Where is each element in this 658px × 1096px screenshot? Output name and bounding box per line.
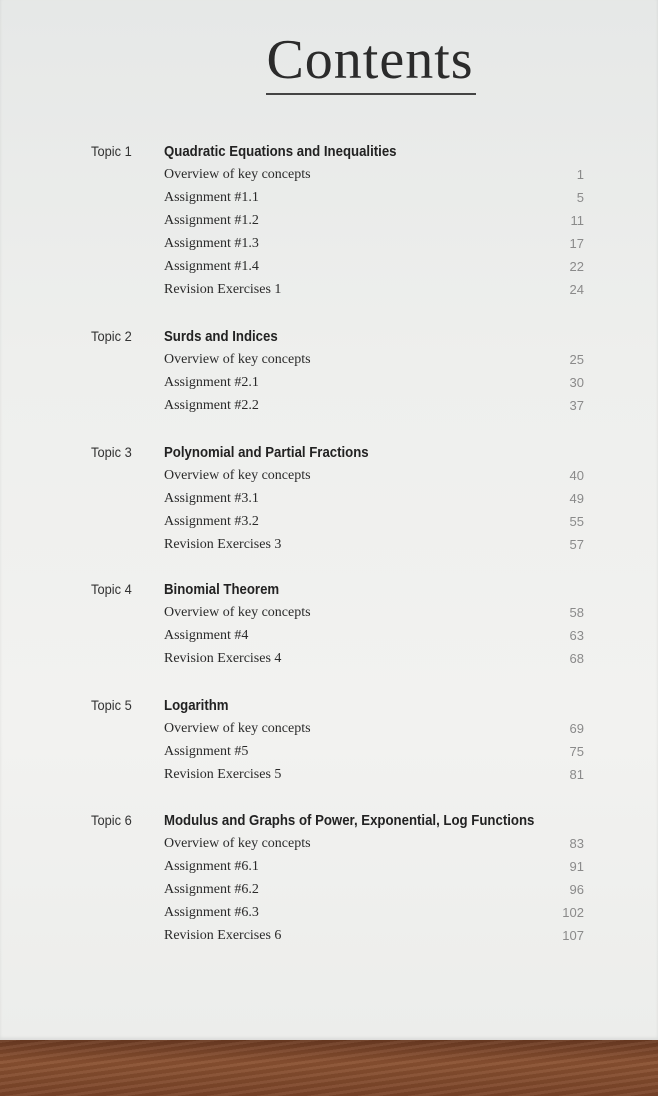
toc-entry [164,352,584,372]
entry-page-number: 57 [569,537,584,552]
entry-page-number: 83 [569,836,584,851]
entry-page-number: 68 [569,651,584,666]
entry-label: Overview of key concepts [164,468,311,483]
toc-entry [164,491,584,511]
page-title: Contents [266,29,474,91]
entry-label: Revision Exercises 3 [164,537,282,552]
entry-page-number: 69 [569,721,584,736]
entry-page-number: 75 [569,744,584,759]
topic-title: Binomial Theorem [164,581,280,598]
entry-label: Revision Exercises 6 [164,928,282,943]
toc-entry [164,928,584,948]
wooden-table-surface [0,1040,658,1096]
entry-label: Assignment #6.2 [164,882,259,897]
entry-page-number: 5 [576,190,584,205]
entry-label: Assignment #6.1 [164,859,259,874]
entry-page-number: 24 [569,282,584,297]
entry-page-number: 107 [562,928,584,943]
topic-number: Topic 5 [91,697,132,713]
toc-entry [164,190,584,210]
entry-label: Revision Exercises 1 [164,282,282,297]
entry-page-number: 40 [569,468,584,483]
topic-number: Topic 6 [91,812,132,828]
entry-label: Assignment #1.2 [164,213,259,228]
topic-title: Polynomial and Partial Fractions [164,444,369,461]
toc-entry [164,514,584,534]
toc-entry [164,651,584,671]
topic-number: Topic 4 [91,581,132,597]
entry-page-number: 49 [569,491,584,506]
title-underline [266,93,476,95]
entry-label: Assignment #1.4 [164,259,259,274]
entry-page-number: 96 [569,882,584,897]
entry-page-number: 22 [569,259,584,274]
topic-number: Topic 1 [91,143,132,159]
entry-label: Assignment #2.1 [164,375,259,390]
entry-label: Assignment #3.2 [164,514,259,529]
entry-label: Overview of key concepts [164,721,311,736]
entry-label: Assignment #1.3 [164,236,259,251]
toc-entry [164,836,584,856]
toc-entry [164,398,584,418]
entry-page-number: 81 [569,767,584,782]
topic-title: Modulus and Graphs of Power, Exponential, Log Functions [164,812,535,829]
entry-label: Overview of key concepts [164,836,311,851]
entry-label: Revision Exercises 4 [164,651,282,666]
entry-page-number: 55 [569,514,584,529]
entry-label: Assignment #1.1 [164,190,259,205]
entry-label: Assignment #2.2 [164,398,259,413]
entry-label: Assignment #4 [164,628,249,643]
toc-entry [164,537,584,557]
entry-label: Overview of key concepts [164,167,311,182]
entry-page-number: 17 [569,236,584,251]
toc-entry [164,721,584,741]
entry-page-number: 91 [569,859,584,874]
entry-page-number: 30 [569,375,584,390]
entry-page-number: 1 [576,167,584,182]
toc-entry [164,375,584,395]
toc-entry [164,236,584,256]
toc-entry [164,468,584,488]
topic-title: Surds and Indices [164,328,278,345]
toc-entry [164,905,584,925]
toc-entry [164,882,584,902]
toc-entry [164,605,584,625]
entry-page-number: 11 [570,213,584,228]
entry-label: Assignment #5 [164,744,249,759]
toc-entry [164,167,584,187]
entry-label: Overview of key concepts [164,352,311,367]
entry-label: Assignment #6.3 [164,905,259,920]
toc-entry [164,767,584,787]
entry-page-number: 63 [569,628,584,643]
entry-label: Assignment #3.1 [164,491,259,506]
topic-number: Topic 3 [91,444,132,460]
topic-number: Topic 2 [91,328,132,344]
entry-page-number: 37 [569,398,584,413]
topic-title: Quadratic Equations and Inequalities [164,143,397,160]
toc-entry [164,213,584,233]
entry-page-number: 58 [569,605,584,620]
entry-label: Revision Exercises 5 [164,767,282,782]
toc-entry [164,259,584,279]
toc-entry [164,628,584,648]
entry-label: Overview of key concepts [164,605,311,620]
entry-page-number: 102 [562,905,584,920]
toc-entry [164,744,584,764]
entry-page-number: 25 [569,352,584,367]
toc-entry [164,859,584,879]
toc-entry [164,282,584,302]
topic-title: Logarithm [164,697,229,714]
